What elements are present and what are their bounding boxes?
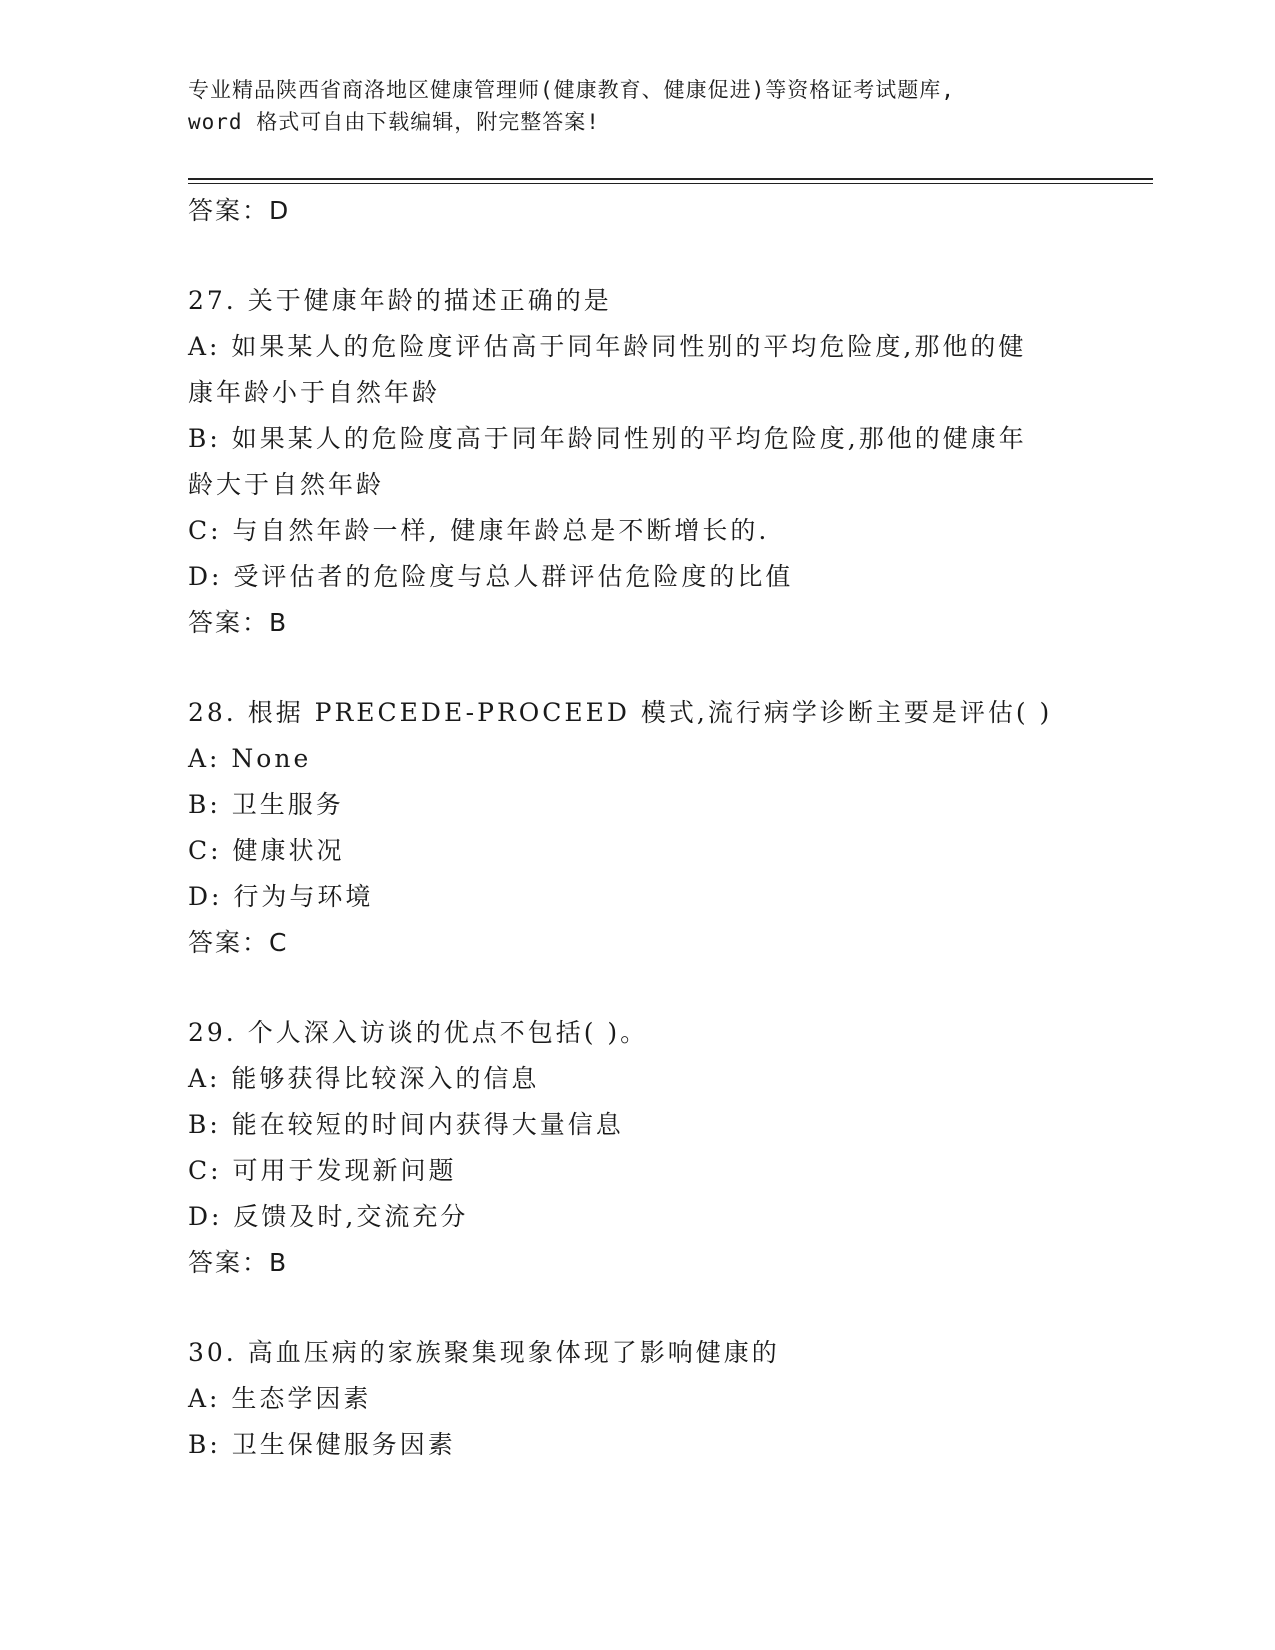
option-line: A: 如果某人的危险度评估高于同年龄同性别的平均危险度,那他的健: [188, 332, 1027, 361]
header-title-line-2: word 格式可自由下载编辑，附完整答案!: [188, 110, 600, 134]
option-line: C: 健康状况: [188, 836, 345, 865]
option-line: A: None: [188, 744, 312, 773]
answer-line: 答案：B: [188, 608, 289, 637]
question-list: [188, 188, 1108, 1468]
answer-line: 答案：D: [188, 196, 291, 225]
question-30: [188, 1330, 1108, 1468]
option-line: B: 能在较短的时间内获得大量信息: [188, 1110, 624, 1139]
option-line: B: 如果某人的危险度高于同年龄同性别的平均危险度,那他的健康年: [188, 424, 1027, 453]
option-line: D: 行为与环境: [188, 882, 374, 911]
option-line: A: 能够获得比较深入的信息: [188, 1064, 540, 1093]
option-line: C: 与自然年龄一样, 健康年龄总是不断增长的.: [188, 516, 770, 545]
question-29: [188, 1010, 1108, 1286]
question-stem: 29. 个人深入访谈的优点不包括( )。: [188, 1018, 649, 1047]
question-stem: 27. 关于健康年龄的描述正确的是: [188, 286, 612, 315]
question-28: [188, 690, 1108, 966]
spacer: [188, 234, 1108, 278]
spacer: [188, 1286, 1108, 1330]
option-line: D: 反馈及时,交流充分: [188, 1202, 469, 1231]
option-line: 康年龄小于自然年龄: [188, 378, 441, 407]
option-line: 龄大于自然年龄: [188, 470, 385, 499]
header-divider-thin: [188, 183, 1153, 184]
question-stem: 28. 根据 PRECEDE-PROCEED 模式,流行病学诊断主要是评估( ): [188, 698, 1053, 727]
page-header: [188, 74, 1088, 138]
answer-line: 答案：C: [188, 928, 289, 957]
option-line: C: 可用于发现新问题: [188, 1156, 457, 1185]
answer-line: 答案：B: [188, 1248, 289, 1277]
option-line: B: 卫生保健服务因素: [188, 1430, 456, 1459]
question-27: [188, 278, 1108, 646]
option-line: B: 卫生服务: [188, 790, 344, 819]
header-title-line-1: 专业精品陕西省商洛地区健康管理师(健康教育、健康促进)等资格证考试题库,: [188, 78, 955, 102]
spacer: [188, 966, 1108, 1010]
option-line: D: 受评估者的危险度与总人群评估危险度的比值: [188, 562, 794, 591]
question-stem: 30. 高血压病的家族聚集现象体现了影响健康的: [188, 1338, 780, 1367]
option-line: A: 生态学因素: [188, 1384, 372, 1413]
spacer: [188, 646, 1108, 690]
header-divider-thick: [188, 178, 1153, 180]
